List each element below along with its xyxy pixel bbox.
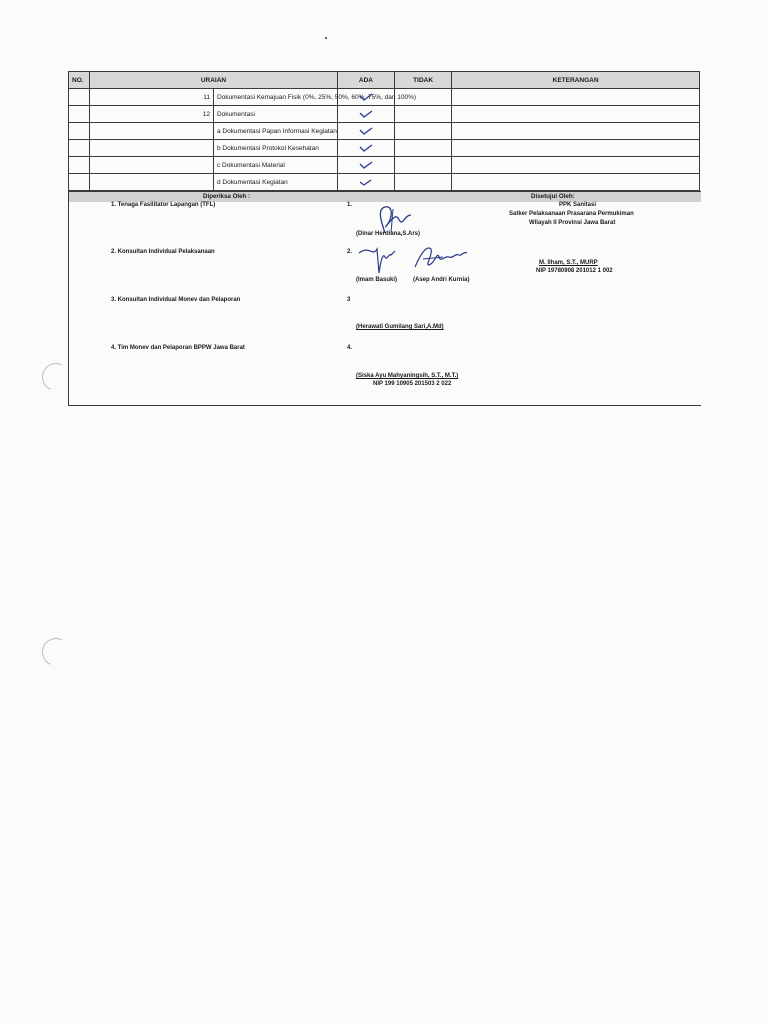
row-blank-no: [69, 106, 90, 123]
approver-role: PPK Sanitasi: [559, 202, 597, 208]
row-keterangan: [452, 123, 700, 140]
row-ada: [337, 140, 394, 157]
checkmark-icon: [359, 177, 373, 187]
punch-hole-mark: [38, 634, 74, 670]
checker-role-3: 3. Konsultan Individual Monev dan Pelaporan: [111, 297, 241, 303]
table-row: [69, 174, 700, 191]
row-ada: [337, 174, 394, 191]
header-ada: ADA: [337, 72, 394, 89]
checkmark-icon: [359, 109, 373, 119]
checkmark-icon: [359, 160, 373, 170]
row-tidak: [395, 174, 452, 191]
row-tidak: [395, 106, 452, 123]
scan-speck: [325, 37, 327, 39]
table-header-row: [69, 72, 700, 89]
checker-nip-4: NIP 199 10905 201503 2 022: [373, 381, 452, 387]
checker-role-1: 1. Tenaga Fasilitator Lapangan (TFL): [111, 202, 216, 208]
row-ada: [337, 106, 394, 123]
row-keterangan: [452, 157, 700, 174]
checker-name-1: (Dinar Herdiana,S.Ars): [356, 231, 421, 237]
checker-num-1: 1.: [347, 202, 353, 208]
disetujui-label: Disetujui Oleh:: [531, 193, 575, 200]
header-tidak: TIDAK: [395, 72, 452, 89]
row-no: [90, 140, 214, 157]
approver-unit-line1: Satker Pelaksanaan Prasarana Permukiman: [509, 211, 634, 217]
row-uraian: Dokumentasi: [213, 106, 337, 123]
row-keterangan: [452, 89, 700, 106]
row-blank-no: [69, 89, 90, 106]
table-row: [69, 89, 700, 106]
row-keterangan: [452, 140, 700, 157]
row-no: 12: [90, 106, 214, 123]
header-no: NO.: [69, 72, 90, 89]
table-row: [69, 123, 700, 140]
row-tidak: [395, 123, 452, 140]
checker-name-2a: (Imam Basuki): [356, 277, 398, 283]
checkmark-icon: [359, 126, 373, 136]
table-row: [69, 106, 700, 123]
row-ada: [337, 157, 394, 174]
row-no: [90, 123, 214, 140]
checker-name-3: (Herawati Gumilang Sari,A.Md): [356, 324, 444, 330]
row-no: [90, 174, 214, 191]
checklist-table: [68, 71, 700, 191]
row-tidak: [395, 140, 452, 157]
checker-name-4: (Siska Ayu Mahyaningsih, S.T., M.T.): [356, 373, 459, 379]
checker-num-2: 2.: [347, 249, 353, 255]
checker-role-2: 2. Konsultan Individual Pelaksanaan: [111, 249, 215, 255]
row-no: [90, 157, 214, 174]
checkmark-icon: [359, 143, 373, 153]
approval-header: [69, 191, 701, 202]
row-blank-no: [69, 174, 90, 191]
header-keterangan: KETERANGAN: [452, 72, 700, 89]
row-uraian: a Dokumentasi Papan Informasi Kegiatan: [213, 123, 337, 140]
row-no: 11: [90, 89, 214, 106]
diperiksa-label: Diperiksa Oleh :: [203, 193, 251, 200]
checker-name-2b: (Asep Andri Kurnia): [413, 277, 470, 283]
document-sheet: [68, 71, 700, 406]
row-keterangan: [452, 174, 700, 191]
row-tidak: [395, 157, 452, 174]
row-blank-no: [69, 157, 90, 174]
row-ada: [337, 123, 394, 140]
signature-asep: [409, 241, 471, 275]
table-row: [69, 157, 700, 174]
approver-unit-line2: Wilayah II Provinsi Jawa Barat: [529, 220, 616, 226]
approver-name: M. Ilham, S.T., MURP: [539, 260, 598, 266]
row-uraian: Dokumentasi Kemajuan Fisik (0%, 25%, 50%, 60%, 75%, dan 100%): [213, 89, 337, 106]
row-uraian: d Dokumentasi Kegiatan: [213, 174, 337, 191]
header-uraian: URAIAN: [90, 72, 338, 89]
row-uraian: c Dokumentasi Material: [213, 157, 337, 174]
checker-num-3: 3: [347, 297, 351, 303]
checker-role-4: 4. Tim Monev dan Pelaporan BPPW Jawa Barat: [111, 345, 245, 351]
approval-section: [68, 191, 701, 406]
row-uraian: b Dokumentasi Protokol Kesehatan: [213, 140, 337, 157]
row-keterangan: [452, 106, 700, 123]
checker-num-4: 4.: [347, 345, 353, 351]
signature-imam: [355, 239, 399, 277]
row-blank-no: [69, 123, 90, 140]
approver-nip: NIP 19780908 201012 1 002: [536, 268, 613, 274]
table-row: [69, 140, 700, 157]
row-blank-no: [69, 140, 90, 157]
